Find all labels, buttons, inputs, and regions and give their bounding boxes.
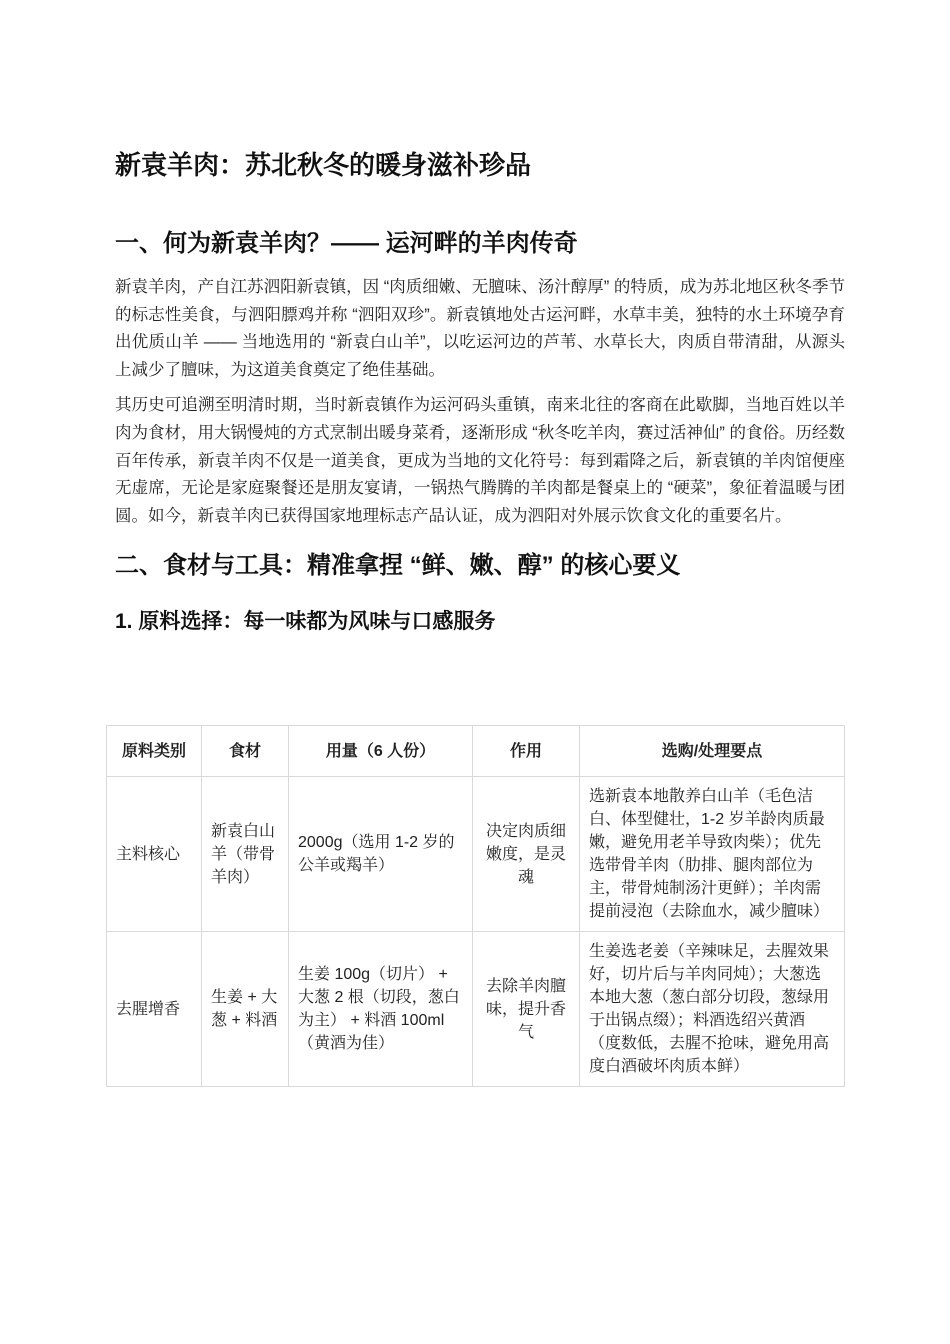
- table-row: [107, 777, 845, 932]
- table-header-row: [107, 726, 845, 777]
- document-body: [115, 148, 845, 692]
- table-row: [107, 932, 845, 1087]
- header-amount: 用量（6 人份）: [289, 726, 473, 777]
- paragraph-intro: 新袁羊肉，产自江苏泗阳新袁镇，因 “肉质细嫩、无膻味、汤汁醇厚” 的特质，成为苏北地区秋冬季节的标志性美食，与泗阳膘鸡并称 “泗阳双珍”。新袁镇地处古运河畔，水草丰美，独特的水土环境孕育出优质山羊 —— 当地选用的 “新袁白山羊”，以吃运河边的芦苇、水草长大，肉质自带清甜，从源头上减少了膻味，为这道美食奠定了绝佳基础。: [115, 278, 845, 379]
- subheading-raw-materials: 1. 原料选择：每一味都为风味与口感服务: [115, 610, 496, 634]
- cell-tips: 生姜选老姜（辛辣味足，去腥效果好，切片后与羊肉同炖）；大葱选本地大葱（葱白部分切段，葱绿用于出锅点缀）；料酒选绍兴黄酒（度数低，去腥不抢味，避免用高度白酒破坏肉质本鲜）: [580, 932, 845, 1087]
- header-tips: 选购/处理要点: [580, 726, 845, 777]
- paragraph-history: 其历史可追溯至明清时期，当时新袁镇作为运河码头重镇，南来北往的客商在此歇脚，当地百姓以羊肉为食材，用大锅慢炖的方式烹制出暖身菜肴，逐渐形成 “秋冬吃羊肉，赛过活神仙” 的食俗。历经数百年传承，新袁羊肉不仅是一道美食，更成为当地的文化符号：每到霜降之后，新袁镇的羊肉馆便座无虚席，无论是家庭聚餐还是朋友宴请，一锅热气腾腾的羊肉都是餐桌上的 “硬菜”，象征着温暖与团圆。如今，新袁羊肉已获得国家地理标志产品认证，成为泗阳对外展示饮食文化的重要名片。: [115, 396, 845, 525]
- cell-tips: 选新袁本地散养白山羊（毛色洁白、体型健壮，1-2 岁羊龄肉质最嫩，避免用老羊导致肉柴）；优先选带骨羊肉（肋排、腿肉部位为主，带骨炖制汤汁更鲜）；羊肉需提前浸泡（去除血水，减少膻味）: [580, 777, 845, 932]
- header-role: 作用: [473, 726, 580, 777]
- page-title: 新袁羊肉：苏北秋冬的暖身滋补珍品: [115, 150, 532, 180]
- header-ingredient: 食材: [202, 726, 289, 777]
- section-heading-history: 一、何为新袁羊肉？—— 运河畔的羊肉传奇: [115, 230, 578, 257]
- cell-role: 去除羊肉膻味，提升香气: [473, 932, 580, 1087]
- section-heading-ingredients: 二、食材与工具：精准拿捏 “鲜、嫩、醇” 的核心要义: [115, 552, 681, 580]
- cell-ingredient: 生姜 + 大葱 + 料酒: [202, 932, 289, 1087]
- header-category: 原料类别: [107, 726, 202, 777]
- cell-amount: 2000g（选用 1-2 岁的公羊或羯羊）: [289, 777, 473, 932]
- cell-amount: 生姜 100g（切片） + 大葱 2 根（切段，葱白为主） + 料酒 100ml（黄酒为佳）: [289, 932, 473, 1087]
- cell-category: 去腥增香: [107, 932, 202, 1087]
- cell-category: 主料核心: [107, 777, 202, 932]
- cell-ingredient: 新袁白山羊（带骨羊肉）: [202, 777, 289, 932]
- ingredients-table: [106, 725, 845, 1087]
- cell-role: 决定肉质细嫩度，是灵魂: [473, 777, 580, 932]
